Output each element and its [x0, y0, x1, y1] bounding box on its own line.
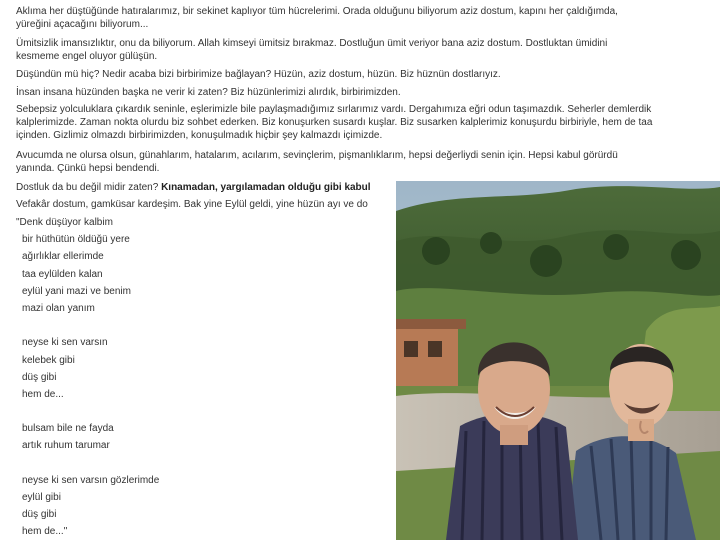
text-line	[16, 181, 394, 194]
text-line: Ümitsizlik imansızlıktır, onu da biliyorum. Allah kimseyi ümitsiz bırakmaz. Dostluğun ümit veriyor bana aziz dostum. Dostluktan ümidini	[16, 38, 608, 49]
poem	[16, 214, 396, 541]
poem-line: ağırlıklar ellerimde	[22, 251, 104, 263]
poem-line: hem de..."	[22, 526, 68, 538]
friends-photo-illustration	[396, 181, 720, 540]
poem-line: artık ruhum tarumar	[22, 440, 110, 452]
paragraph-autumn	[16, 198, 394, 211]
paragraph-acceptance	[16, 149, 714, 175]
text-line: kesmeme engel oluyor gülüşün.	[16, 51, 158, 62]
poem-line: neyse ki sen varsın	[22, 337, 108, 349]
text-line: Aklıma her düştüğünde hatıralarımız, bir sekinet kaplıyor tüm hücrelerimi. Orada olduğunu biliyorum aziz dostum, kapını her çaldığımda,	[16, 6, 618, 17]
text-line: içinden. Gizlimiz olmazdı birbirimizden, konuşulmadık hiçbir şey kalmazdı içimizde.	[16, 130, 383, 141]
paragraph-sorrow-gift	[16, 86, 714, 99]
poem-blank-line	[16, 403, 396, 420]
poem-line: "Denk düşüyor kalbim	[16, 217, 113, 228]
poem-line: hem de...	[22, 388, 64, 400]
poem-line: düş gibi	[22, 371, 57, 383]
poem-line: bir hüthütün öldüğü yere	[22, 234, 130, 246]
text-line: Avucumda ne olursa olsun, günahlarım, hatalarım, acılarım, sevinçlerim, pişmanlıklarım, hepsi değerliydi senin için. Hepsi kabul görürdü	[16, 150, 618, 161]
friends-photo	[396, 181, 720, 540]
text-line: Düşündün mü hiç? Nedir acaba bizi birbirimize bağlayan? Hüzün, aziz dostum, hüzün. Biz hüznün dostlarıyız.	[16, 69, 501, 80]
poem-line: düş gibi	[22, 509, 57, 521]
paragraph-journeys	[16, 103, 714, 142]
poem-line: taa eylülden kalan	[22, 268, 103, 280]
paragraph-hope	[16, 37, 714, 63]
text-line: yüreğini açacağını biliyorum...	[16, 19, 149, 30]
poem-line: eylül gibi	[22, 492, 61, 503]
paragraph-memories	[16, 5, 714, 31]
poem-line: bulsam bile ne fayda	[22, 423, 114, 435]
friendship-bold-text: Kınamadan, yargılamadan olduğu gibi kabul	[161, 182, 371, 193]
poem-blank-line	[16, 455, 396, 472]
text-line: Sebepsiz yolculuklara çıkardık seninle, eşlerimizle bile paylaşmadığımız sırlarımız vardı. Dergahımıza eğri odun taşımazdık. Seherler demlerdik	[16, 104, 652, 115]
poem-line: kelebek gibi	[22, 354, 75, 366]
text-line: kalplerimizde. Zaman nokta olurdu biz sohbet ederken. Biz konuşurken susardı kuşlar. Biz susarken kalplerimiz konuşurdu birbiriyle, hem de taa	[16, 117, 653, 128]
text-line: yanında. Çünkü hepsi bendendi.	[16, 163, 160, 174]
paragraph-friendship	[16, 181, 394, 194]
poem-blank-line	[16, 317, 396, 334]
poem-line: neyse ki sen varsın gözlerimde	[22, 474, 160, 486]
poem-line: mazi olan yanım	[22, 302, 95, 314]
paragraph-sorrow-question	[16, 68, 714, 81]
friendship-question: Dostluk da bu değil midir zaten?	[16, 182, 162, 193]
text-line: İnsan insana hüzünden başka ne verir ki zaten? Biz hüzünlerimizi alırdık, birbirimizden.	[16, 87, 401, 98]
poem-line: eylül yani mazi ve benim	[22, 285, 131, 297]
text-line: Vefakâr dostum, gamküsar kardeşim. Bak yine Eylül geldi, yine hüzün ayı ve do	[16, 199, 368, 210]
